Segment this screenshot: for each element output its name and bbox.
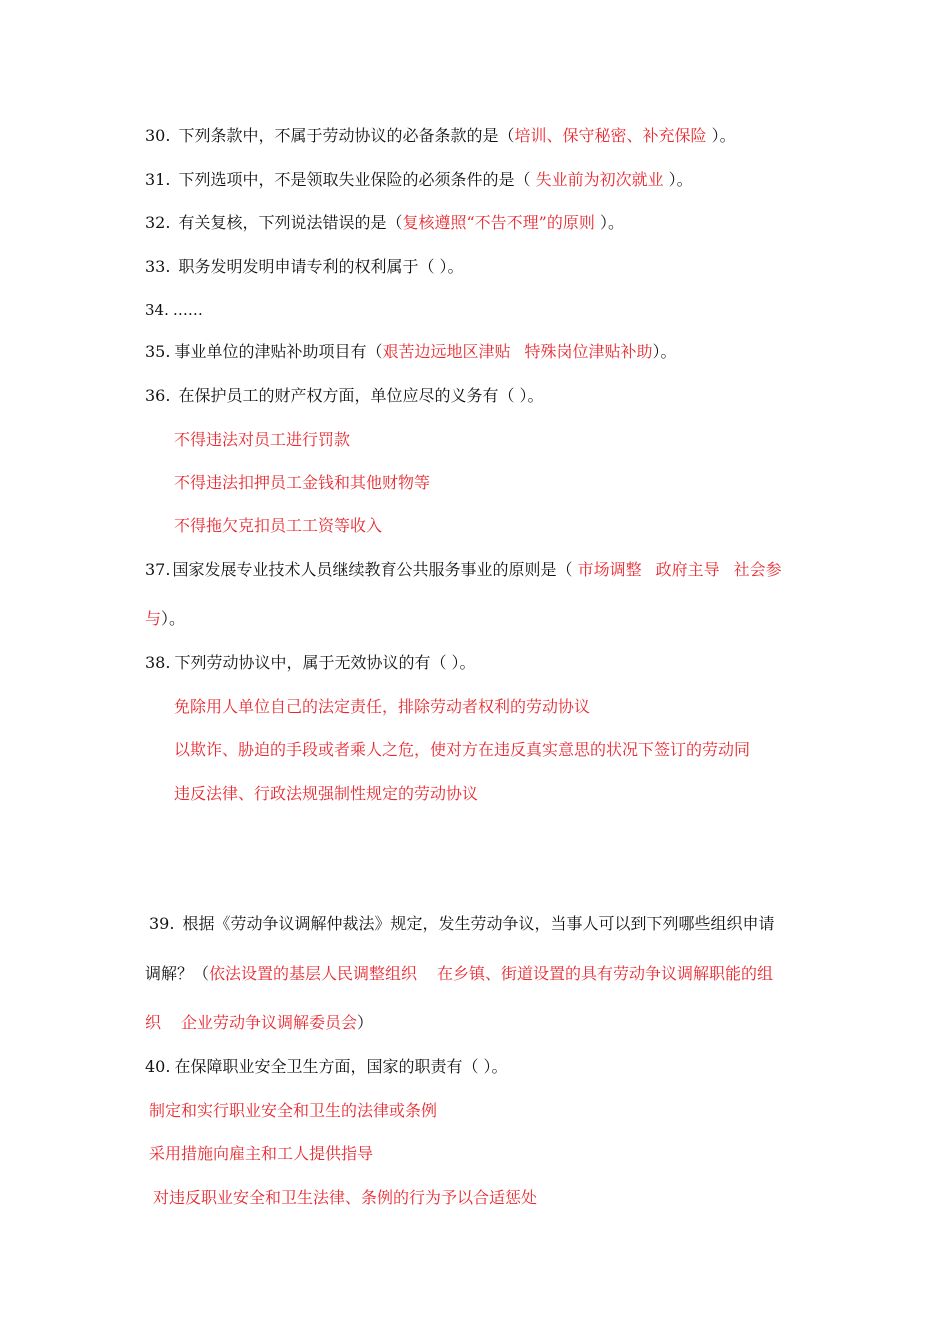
answer-item: 以欺诈、胁迫的手段或者乘人之危，使对方在违反真实意思的状况下签订的劳动同: [174, 740, 751, 759]
question-text: 在保障职业安全卫生方面，国家的职责有（ ）。: [174, 1057, 508, 1076]
answer-text: 织: [145, 1013, 162, 1032]
question-34: [145, 300, 203, 320]
question-number: 39.: [149, 914, 175, 933]
question-number: 37.: [145, 560, 171, 579]
answer-item: 采用措施向雇主和工人提供指导: [149, 1144, 374, 1163]
question-32: [145, 213, 624, 233]
answer-item: 违反法律、行政法规强制性规定的劳动协议: [174, 784, 479, 803]
answer-text: 特殊岗位津贴补助: [524, 342, 653, 361]
question-35: [145, 342, 677, 362]
question-number: 40.: [145, 1057, 171, 1076]
question-31: [145, 170, 693, 190]
answer-text: 培训、保守秘密、补充保险: [514, 126, 707, 145]
question-37-cont: [145, 609, 185, 629]
question-36: [145, 386, 544, 406]
question-close: ）。: [711, 126, 736, 145]
question-close: ）。: [599, 213, 624, 232]
answer-item: 对违反职业安全和卫生法律、条例的行为予以合适惩处: [153, 1188, 538, 1207]
question-text: 在保护员工的财产权方面，单位应尽的义务有（ ）。: [178, 386, 544, 405]
answer-item: 免除用人单位自己的法定责任，排除劳动者权利的劳动协议: [174, 697, 591, 716]
question-text: 下列选项中，不是领取失业保险的必须条件的是（: [178, 170, 531, 189]
answer-text: 政府主导: [655, 560, 720, 579]
question-number: 34.: [145, 301, 169, 319]
question-close: ）: [357, 1013, 374, 1032]
question-text: 下列劳动协议中，属于无效协议的有（ ）。: [174, 653, 476, 672]
answer-text: 市场调整: [577, 560, 642, 579]
question-text: 事业单位的津贴补助项目有（: [174, 342, 383, 361]
question-33: [145, 257, 464, 277]
question-30: [145, 126, 736, 146]
question-number: 33.: [145, 257, 171, 276]
question-39-cont: [145, 964, 773, 984]
question-text: 下列条款中，不属于劳动协议的必备条款的是（: [178, 126, 515, 145]
answer-item: 不得拖欠克扣员工工资等收入: [174, 516, 383, 535]
answer-text: 企业劳动争议调解委员会: [181, 1013, 358, 1032]
question-39-cont2: [145, 1013, 373, 1033]
question-number: 32.: [145, 213, 171, 232]
answer-item: 制定和实行职业安全和卫生的法律或条例: [149, 1101, 438, 1120]
question-close: ）。: [652, 342, 677, 361]
question-number: 31.: [145, 170, 171, 189]
question-text: 调解？（: [145, 964, 210, 983]
question-40: [145, 1057, 508, 1077]
question-37: [145, 560, 782, 580]
question-38: [145, 653, 476, 673]
question-text: 国家发展专业技术人员继续教育公共服务事业的原则是（: [172, 560, 573, 579]
answer-item: 不得违法扣押员工金钱和其他财物等: [174, 473, 431, 492]
question-number: 30.: [145, 126, 171, 145]
answer-text: 社会参: [733, 560, 782, 579]
question-39: [149, 914, 774, 934]
question-number: 36.: [145, 386, 171, 405]
answer-text: 艰苦边远地区津贴: [382, 342, 511, 361]
answer-text: 与: [145, 609, 162, 628]
question-close: ）。: [668, 170, 693, 189]
question-number: 35.: [145, 342, 171, 361]
answer-text: 在乡镇、街道设置的具有劳动争议调解职能的组: [437, 964, 774, 983]
question-number: 38.: [145, 653, 171, 672]
question-text: 根据《劳动争议调解仲裁法》规定，发生劳动争议，当事人可以到下列哪些组织申请: [182, 914, 775, 933]
answer-text: 失业前为初次就业: [535, 170, 664, 189]
question-close: ）。: [161, 609, 186, 628]
answer-text: 依法设置的基层人民调整组织: [209, 964, 418, 983]
question-text: ……: [172, 301, 203, 319]
question-text: 职务发明发明申请专利的权利属于（ ）。: [178, 257, 464, 276]
question-text: 有关复核，下列说法错误的是（: [178, 213, 403, 232]
answer-item: 不得违法对员工进行罚款: [174, 430, 351, 449]
answer-text: 复核遵照“不告不理”的原则: [402, 213, 595, 232]
